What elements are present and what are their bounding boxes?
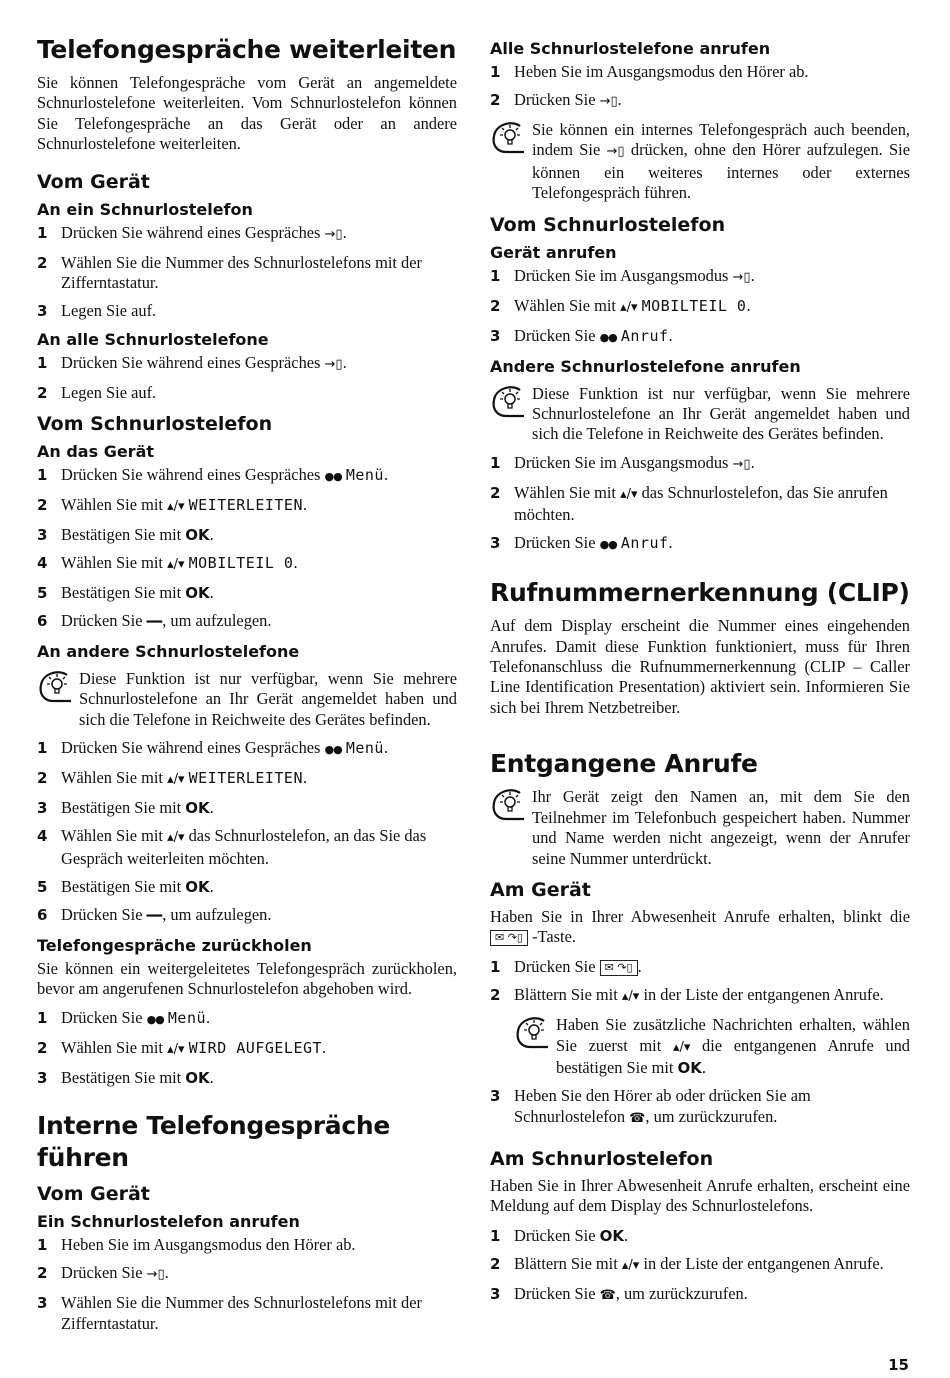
note-block: [490, 787, 910, 869]
up-down-key-icon: ▴/▾: [672, 1039, 691, 1055]
tip-lightbulb-icon: [514, 1017, 552, 1049]
step: 6 Drücken Sie ━━, um aufzulegen.: [37, 904, 272, 924]
heading-vom-geraet-intern: Vom Gerät: [37, 1183, 150, 1206]
heading-zurueckholen: Telefongespräche zurückholen: [37, 935, 312, 955]
ok-key: OK: [185, 584, 210, 603]
steps-an-andere: [37, 738, 457, 927]
heading-vom-geraet: Vom Gerät: [37, 170, 150, 193]
up-down-key-icon: ▴/▾: [167, 499, 185, 515]
message-key-icon: ✉ ↷▯: [490, 930, 528, 946]
step: 2 Wählen Sie mit ▴/▾ das Schnurlostelefon, das Sie anrufen möchten.: [490, 482, 888, 525]
ok-key: OK: [185, 799, 210, 818]
call-key-icon: ☎: [629, 1110, 646, 1126]
tip-lightbulb-icon: [490, 386, 528, 418]
heading-an-alle-schnurlostelefone: An alle Schnurlostelefone: [37, 330, 269, 350]
zurueckholen-paragraph: Sie können ein weitergeleitetes Telefongespräch zurückholen, bevor am angerufenen Schnurlostelefon abgehoben wird.: [37, 958, 457, 999]
heading-am-schnurlostelefon: Am Schnurlostelefon: [490, 1147, 714, 1170]
heading-entgangene-anrufe: Entgangene Anrufe: [490, 749, 758, 779]
heading-alle-schnurlostelefone-anrufen: Alle Schnurlostelefone anrufen: [490, 39, 771, 58]
up-down-key-icon: ▴/▾: [167, 557, 185, 573]
intercom-key-icon: →▯: [732, 456, 751, 472]
step: 1 Drücken Sie ✉ ↷▯ .: [490, 956, 642, 976]
up-down-key-icon: ▴/▾: [621, 1257, 640, 1273]
step: 3 Bestätigen Sie mit OK.: [37, 798, 214, 818]
page-number: 15: [888, 1356, 909, 1374]
tip-lightbulb-icon: [490, 789, 528, 821]
steps-am-geraet: [490, 957, 910, 1129]
softkey-dots-icon: ●●: [599, 538, 617, 552]
hangup-key-icon: ━━: [146, 908, 163, 924]
steps-an-das-geraet: [37, 465, 457, 633]
note-text: Haben Sie zusätzliche Nachrichten erhalten, wählen Sie zuerst mit ▴/▾ die entgangenen Anrufe und bestätigen Sie mit OK.: [556, 1015, 911, 1077]
steps-geraet-anrufen: [490, 266, 910, 348]
intercom-key-icon: →▯: [324, 226, 343, 242]
step: 3 Wählen Sie die Nummer des Schnurlostelefons mit der Zifferntastatur.: [37, 1293, 422, 1333]
step: 2 Wählen Sie mit ▴/▾ WEITERLEITEN.: [37, 495, 308, 515]
step: 3 Drücken Sie ●● Anruf.: [490, 325, 673, 345]
ok-key: OK: [677, 1058, 702, 1077]
note-block: [490, 384, 910, 445]
step: 4 Wählen Sie mit ▴/▾ das Schnurlostelefon, an das Sie das Gespräch weiterleiten möchten.: [37, 826, 427, 868]
tip-lightbulb-icon: [37, 671, 75, 703]
steps-an-ein: [37, 223, 457, 322]
step: 3 Drücken Sie ●● Anruf.: [490, 533, 673, 553]
heading-andere-anrufen: Andere Schnurlostelefone anrufen: [490, 356, 801, 376]
step: 1 Drücken Sie im Ausgangsmodus →▯.: [490, 265, 755, 285]
note-text: Diese Funktion ist nur verfügbar, wenn Sie mehrere Schnurlostelefone an Ihr Gerät angemeldet haben und sich die Telefone in Reichweite des Gerätes befinden.: [79, 669, 457, 729]
right-column: [490, 38, 910, 1314]
steps-andere-anrufen: [490, 453, 910, 556]
step: 2 Legen Sie auf.: [37, 383, 157, 403]
heading-vom-schnurlostelefon-intern: Vom Schnurlostelefon: [490, 213, 726, 236]
ok-key: OK: [185, 526, 210, 545]
step: 3 Bestätigen Sie mit OK.: [37, 1068, 214, 1088]
step: 3 Drücken Sie ☎, um zurückzurufen.: [490, 1283, 748, 1303]
step: 2 Wählen Sie mit ▴/▾ WEITERLEITEN.: [37, 768, 308, 788]
step: 2 Blättern Sie mit ▴/▾ in der Liste der entgangenen Anrufe. Haben Sie zusätzliche Nachrichten erhalten, wählen Sie zuerst mit ▴/▾ die entgangenen Anrufe und bestätigen Sie mit OK.: [490, 984, 911, 1077]
steps-zurueckholen: [37, 1008, 457, 1088]
intercom-key-icon: →▯: [599, 94, 618, 109]
step: 1 Drücken Sie während eines Gespräches →▯.: [37, 222, 347, 242]
step: 3 Bestätigen Sie mit OK.: [37, 525, 214, 545]
step: 4 Wählen Sie mit ▴/▾ MOBILTEIL 0.: [37, 553, 298, 573]
softkey-dots-icon: ●●: [324, 743, 342, 757]
hangup-key-icon: ━━: [146, 615, 163, 631]
step: 1 Drücken Sie während eines Gespräches →▯.: [37, 353, 347, 373]
heading-interne-telefongespraeche: Interne Telefongespräche führen: [37, 1111, 391, 1173]
note-block: [37, 669, 457, 730]
am-geraet-paragraph: Haben Sie in Ihrer Abwesenheit Anrufe erhalten, blinkt die ✉ ↷▯ -Taste.: [490, 906, 910, 947]
call-key-icon: ☎: [599, 1287, 616, 1303]
heading-ein-schnurlostelefon-anrufen: Ein Schnurlostelefon anrufen: [37, 1212, 300, 1232]
am-schnurlos-paragraph: Haben Sie in Ihrer Abwesenheit Anrufe erhalten, erscheint eine Meldung auf dem Display des Schnurlostelefons.: [490, 1175, 910, 1216]
note-text: Ihr Gerät zeigt den Namen an, mit dem Sie den Teilnehmer im Telefonbuch gespeichert haben. Nummer und Name werden nicht angezeigt, wenn der Anrufer seine Nummer unterdrückt.: [532, 787, 910, 868]
heading-rufnummernerkennung: Rufnummernerkennung (CLIP): [490, 578, 910, 608]
up-down-key-icon: ▴/▾: [167, 1042, 185, 1058]
step: 3 Legen Sie auf.: [37, 301, 157, 321]
up-down-key-icon: ▴/▾: [167, 772, 185, 788]
heading-an-das-geraet: An das Gerät: [37, 442, 155, 462]
step: 2 Drücken Sie →▯.: [490, 90, 622, 109]
intercom-key-icon: →▯: [324, 357, 343, 373]
heading-geraet-anrufen: Gerät anrufen: [490, 242, 617, 262]
ok-key: OK: [599, 1226, 624, 1245]
step: 1 Heben Sie im Ausgangsmodus den Hörer ab.: [37, 1235, 356, 1255]
note-block: [514, 1015, 910, 1078]
step: 2 Wählen Sie die Nummer des Schnurlostelefons mit der Zifferntastatur.: [37, 252, 422, 293]
step: 1 Drücken Sie im Ausgangsmodus →▯.: [490, 452, 755, 472]
step: 2 Wählen Sie mit ▴/▾ MOBILTEIL 0.: [490, 295, 751, 315]
step: 1 Drücken Sie während eines Gespräches ●● Menü.: [37, 465, 389, 485]
left-column: [37, 34, 457, 1342]
note-text: Sie können ein internes Telefongespräch auch beenden, indem Sie →▯ drücken, ohne den Hörer aufzulegen. Sie können ein weiteres internes oder externes Telefongespräch führen.: [532, 120, 910, 203]
steps-ein-anrufen: [37, 1235, 457, 1334]
note-block: [490, 120, 910, 204]
intercom-key-icon: →▯: [146, 1267, 165, 1283]
step: 2 Blättern Sie mit ▴/▾ in der Liste der entgangenen Anrufe.: [490, 1253, 884, 1273]
step: 1 Drücken Sie OK.: [490, 1225, 629, 1245]
softkey-dots-icon: ●●: [324, 470, 342, 484]
heading-telefongespraeche-weiterleiten: Telefongespräche weiterleiten: [37, 35, 457, 64]
heading-am-geraet: Am Gerät: [490, 878, 591, 901]
up-down-key-icon: ▴/▾: [620, 486, 638, 502]
step: 1 Drücken Sie während eines Gespräches ●● Menü.: [37, 738, 389, 758]
step: 2 Drücken Sie →▯.: [37, 1263, 169, 1283]
softkey-dots-icon: ●●: [146, 1013, 164, 1027]
heading-vom-schnurlostelefon: Vom Schnurlostelefon: [37, 413, 273, 436]
tip-lightbulb-icon: [490, 122, 528, 154]
up-down-key-icon: ▴/▾: [620, 299, 638, 315]
steps-am-schnurlostelefon: [490, 1226, 910, 1306]
steps-alle-anrufen: [490, 62, 910, 112]
steps-an-alle: [37, 353, 457, 403]
heading-an-ein-schnurlostelefon: An ein Schnurlostelefon: [37, 199, 253, 219]
step: 3 Heben Sie den Hörer ab oder drücken Sie am Schnurlostelefon ☎, um zurückzurufen.: [490, 1086, 811, 1126]
step: 2 Wählen Sie mit ▴/▾ WIRD AUFGELEGT.: [37, 1038, 327, 1058]
intercom-key-icon: →▯: [606, 144, 625, 160]
intro-paragraph: Sie können Telefongespräche vom Gerät an angemeldete Schnurlostelefone weiterleiten. Vom Schnurlostelefon können Sie Telefongespräche an das Gerät oder an andere Schnurlostelefone weiterleiten.: [37, 73, 457, 154]
step: 5 Bestätigen Sie mit OK.: [37, 876, 214, 896]
heading-an-andere-schnurlostelefone: An andere Schnurlostelefone: [37, 642, 300, 662]
intercom-key-icon: →▯: [732, 269, 751, 285]
up-down-key-icon: ▴/▾: [621, 988, 640, 1004]
ok-key: OK: [185, 1069, 210, 1088]
up-down-key-icon: ▴/▾: [167, 830, 185, 846]
clip-paragraph: Auf dem Display erscheint die Nummer eines eingehenden Anrufes. Damit diese Funktion funktioniert, muss für Ihren Telefonanschluss die Rufnummernerkennung (CLIP – Caller Line Identification Presentation) aktiviert sein. Informieren Sie sich bei Ihrem Netzbetreiber.: [490, 616, 910, 717]
step: 6 Drücken Sie ━━, um aufzulegen.: [37, 611, 272, 631]
step: 1 Drücken Sie ●● Menü.: [37, 1008, 211, 1028]
step: 5 Bestätigen Sie mit OK.: [37, 583, 214, 603]
note-text: Diese Funktion ist nur verfügbar, wenn Sie mehrere Schnurlostelefone an Ihr Gerät angemeldet haben und sich die Telefone in Reichweite des Gerätes befinden.: [532, 383, 910, 444]
message-key-icon: ✉ ↷▯: [600, 960, 638, 976]
ok-key: OK: [185, 877, 210, 896]
step: 1 Heben Sie im Ausgangsmodus den Hörer ab.: [490, 62, 809, 81]
softkey-dots-icon: ●●: [599, 330, 617, 344]
